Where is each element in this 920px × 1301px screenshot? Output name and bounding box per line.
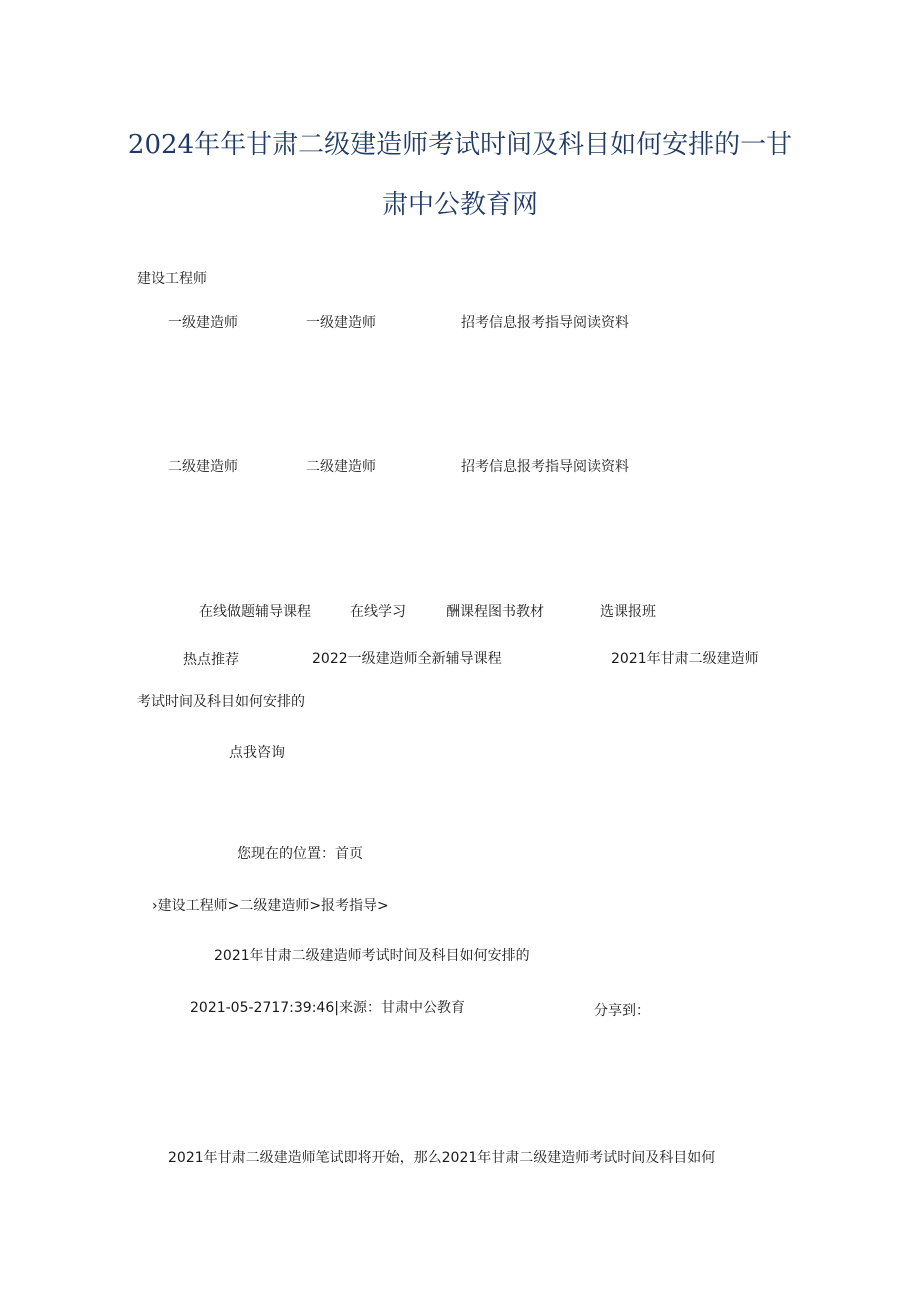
- page-title-line-2: 肃中公教育网: [381, 190, 538, 220]
- category-link[interactable]: 建设工程师: [137, 271, 207, 287]
- nav-link-enroll[interactable]: 选课报班: [600, 604, 656, 620]
- article-title: 2021年甘肃二级建造师考试时间及科目如何安排的: [214, 948, 530, 964]
- nav-link-level2-a[interactable]: 二级建造师: [168, 459, 238, 475]
- share-label: 分享到：: [594, 1003, 650, 1019]
- nav-link-level1-info[interactable]: 招考信息报考指导阅读资料: [461, 315, 629, 331]
- breadcrumb[interactable]: ›建设工程师>二级建造师>报考指导>: [152, 898, 389, 914]
- nav-link-online-study[interactable]: 在线学习: [350, 604, 406, 620]
- article-meta: 2021-05-2717:39:46|来源：甘肃中公教育: [190, 1000, 465, 1016]
- hot-link-article[interactable]: 2021年甘肃二级建造师: [611, 651, 759, 667]
- hot-label: 热点推荐: [183, 652, 239, 668]
- nav-link-books[interactable]: 酬课程图书教材: [446, 604, 544, 620]
- nav-link-level2-info[interactable]: 招考信息报考指导阅读资料: [461, 459, 629, 475]
- article-intro: 2021年甘肃二级建造师笔试即将开始，那么2021年甘肃二级建造师考试时间及科目如何: [168, 1150, 716, 1166]
- location-label: 您现在的位置：首页: [237, 846, 363, 862]
- nav-link-level1-a[interactable]: 一级建造师: [168, 315, 238, 331]
- nav-link-level2-b[interactable]: 二级建造师: [306, 459, 376, 475]
- hot-link-course[interactable]: 2022一级建造师全新辅导课程: [312, 651, 502, 667]
- consult-link[interactable]: 点我咨询: [229, 745, 285, 761]
- hot-link-article-cont[interactable]: 考试时间及科目如何安排的: [137, 694, 305, 710]
- nav-link-level1-b[interactable]: 一级建造师: [306, 315, 376, 331]
- nav-link-online-practice[interactable]: 在线做题辅导课程: [199, 604, 311, 620]
- page-title-line-1: 2024年年甘肃二级建造师考试时间及科目如何安排的一甘: [127, 130, 793, 160]
